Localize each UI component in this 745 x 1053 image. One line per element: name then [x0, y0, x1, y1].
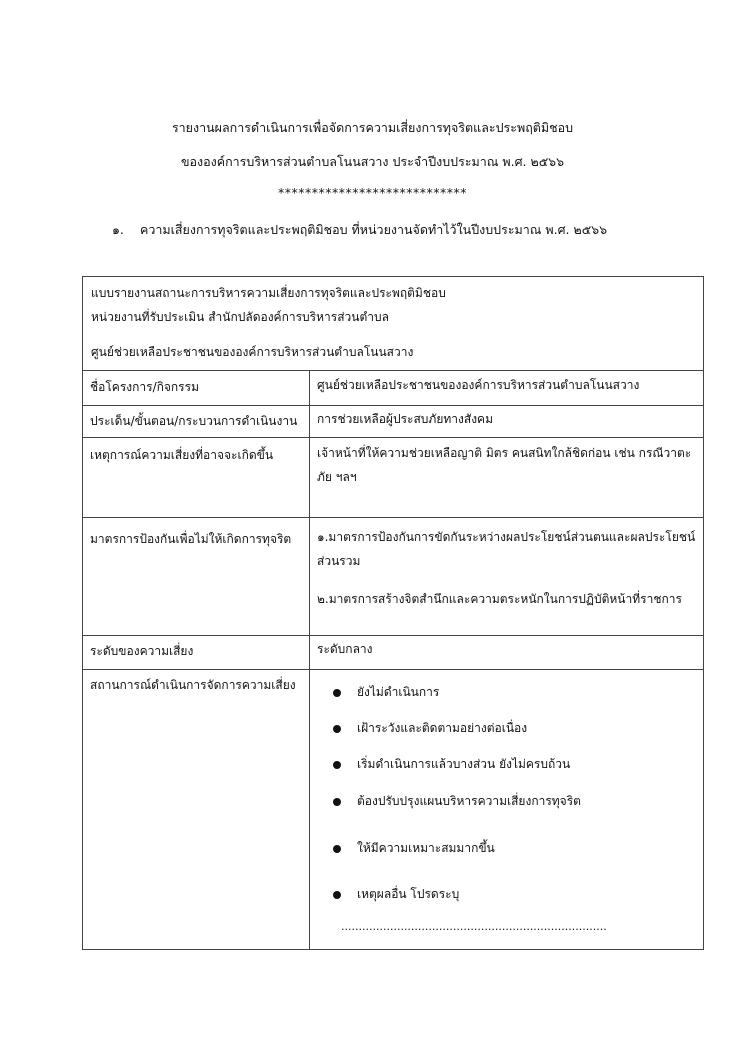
- status-option-label: ยังไม่ดำเนินการ: [357, 685, 440, 699]
- row-divider: [83, 405, 703, 406]
- form-header-line3: ศูนย์ช่วยเหลือประชาชนขององค์การบริหารส่วนตำบลโนนสวาง: [91, 345, 414, 359]
- report-title-line1: รายงานผลการดำเนินการเพื่อจัดการความเสี่ยงการทุจริตและประพฤติมิชอบ: [171, 120, 574, 135]
- row-divider: [83, 517, 703, 518]
- bullet-icon: [333, 845, 341, 853]
- title-separator: ****************************: [278, 185, 467, 200]
- status-option-label: ให้มีความเหมาะสมมากขึ้น: [357, 841, 495, 855]
- process-label: ประเด็น/ขั้นตอน/กระบวนการดำเนินงาน: [90, 414, 298, 428]
- status-option: [333, 839, 495, 858]
- other-reason-blank: ............................................................................: [341, 920, 607, 933]
- risk-level-label: ระดับของความเสี่ยง: [90, 644, 194, 658]
- status-option-label: เหตุผลอื่น โปรดระบุ: [357, 887, 460, 901]
- column-divider: [309, 370, 310, 949]
- risk-event-label: เหตุการณ์ความเสี่ยงที่อาจจะเกิดขึ้น: [90, 448, 274, 462]
- bullet-icon: [333, 761, 341, 769]
- section-text: ความเสี่ยงการทุจริตและประพฤติมิชอบ ที่หน่วยงานจัดทำไว้ในปีงบประมาณ พ.ศ. ๒๕๖๖: [140, 222, 608, 237]
- status-label: สถานการณ์ดำเนินการจัดการความเสี่ยง: [90, 678, 296, 692]
- form-header-line1: แบบรายงานสถานะการบริหารความเสี่ยงการทุจริตและประพฤติมิชอบ: [91, 286, 446, 300]
- process-value: การช่วยเหลือผู้ประสบภัยทางสังคม: [317, 412, 493, 426]
- section-1-heading: [112, 220, 607, 240]
- prevention-measure-1: ๑.มาตรการป้องกันการขัดกันระหว่างผลประโยชน์ส่วนตนและผลประโยชน์ส่วนรวม: [317, 530, 696, 568]
- prevention-label: มาตรการป้องกันเพื่อไม่ให้เกิดการทุจริต: [90, 532, 292, 546]
- status-option: [333, 885, 459, 904]
- bullet-icon: [333, 689, 341, 697]
- bullet-icon: [333, 891, 341, 899]
- project-name-label: ชื่อโครงการ/กิจกรรม: [90, 380, 199, 394]
- section-number: ๑.: [112, 222, 124, 237]
- status-option-label: ต้องปรับปรุงแผนบริหารความเสี่ยงการทุจริต: [357, 794, 581, 808]
- risk-event-value: เจ้าหน้าที่ให้ความช่วยเหลือญาติ มิตร คนสนิทใกล้ชิดก่อน เช่น กรณีวาตะภัย ฯลฯ: [317, 446, 692, 484]
- prevention-measure-2: ๒.มาตรการสร้างจิตสำนึกและความตระหนักในการปฏิบัติหน้าที่ราชการ: [317, 592, 682, 606]
- row-divider: [83, 635, 703, 636]
- risk-level-value: ระดับกลาง: [317, 642, 373, 656]
- bullet-icon: [333, 798, 341, 806]
- row-divider: [83, 669, 703, 670]
- status-option: [333, 683, 439, 702]
- status-option-label: เฝ้าระวังและติดตามอย่างต่อเนื่อง: [357, 721, 528, 735]
- report-title-line2: ขององค์การบริหารส่วนตำบลโนนสวาง ประจำปีงบประมาณ พ.ศ. ๒๕๖๖: [180, 154, 565, 169]
- status-option: [333, 719, 527, 738]
- status-option-label: เริ่มดำเนินการแล้วบางส่วน ยังไม่ครบถ้วน: [357, 757, 571, 771]
- row-divider: [83, 370, 703, 371]
- bullet-icon: [333, 725, 341, 733]
- form-header-line2: หน่วยงานที่รับประเมิน สำนักปลัดองค์การบริหารส่วนตำบล: [91, 310, 389, 324]
- risk-report-form: [82, 276, 704, 950]
- status-option: [333, 792, 581, 811]
- project-name-value: ศูนย์ช่วยเหลือประชาชนขององค์การบริหารส่วนตำบลโนนสวาง: [317, 378, 640, 392]
- row-divider: [83, 437, 703, 438]
- status-option: [333, 755, 570, 774]
